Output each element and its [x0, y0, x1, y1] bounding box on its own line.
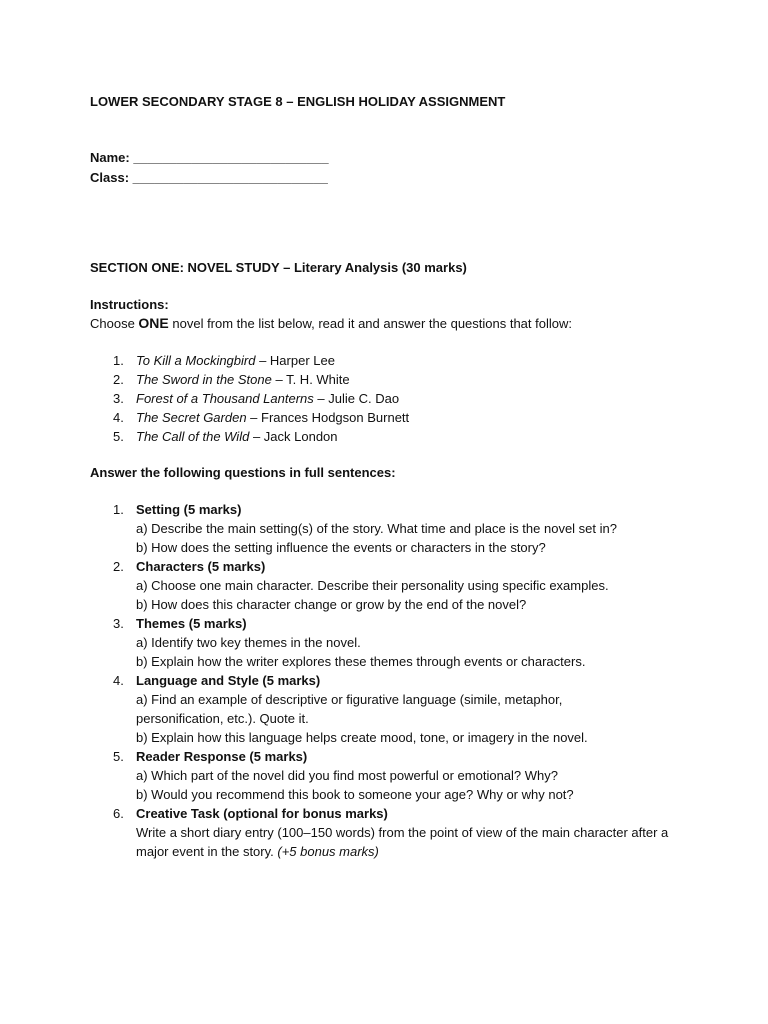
- choose-before: Choose: [90, 316, 139, 331]
- novel-title: Forest of a Thousand Lanterns: [136, 391, 314, 406]
- choose-after: novel from the list below, read it and answer the questions that follow:: [168, 316, 572, 331]
- instructions-heading: Instructions:: [90, 297, 169, 312]
- question-item-language-style: [90, 671, 690, 747]
- instructions-text: [90, 314, 700, 333]
- name-field[interactable]: [90, 148, 329, 168]
- section-heading: SECTION ONE: NOVEL STUDY – Literary Analysis (30 marks): [90, 260, 467, 275]
- novel-list: [90, 351, 409, 446]
- question-heading: Reader Response (5 marks): [136, 749, 308, 764]
- novel-author: – T. H. White: [271, 372, 350, 387]
- student-fields: [90, 148, 329, 188]
- list-number: 2.: [113, 372, 124, 387]
- question-part-a: a) Choose one main character. Describe their personality using specific examples.: [136, 578, 609, 593]
- question-part-b: b) Would you recommend this book to someone your age? Why or why not?: [136, 787, 574, 802]
- novel-author: – Julie C. Dao: [313, 391, 400, 406]
- question-number: 2.: [113, 559, 124, 574]
- creative-task-body: Write a short diary entry (100–150 words) from the point of view of the main character after a major event in the story.: [136, 825, 669, 859]
- question-item-characters: [90, 557, 690, 614]
- list-number: 1.: [113, 353, 124, 368]
- question-list: [90, 500, 690, 861]
- question-heading: Language and Style (5 marks): [136, 673, 321, 688]
- list-item: [90, 370, 409, 389]
- novel-title: The Sword in the Stone: [136, 372, 272, 387]
- question-item-creative-task: [90, 804, 690, 861]
- class-label: Class:: [90, 170, 130, 185]
- novel-author: – Harper Lee: [255, 353, 335, 368]
- list-item: [90, 408, 409, 427]
- question-part-b: b) How does this character change or grow by the end of the novel?: [136, 597, 527, 612]
- novel-title: The Call of the Wild: [136, 429, 250, 444]
- question-number: 6.: [113, 806, 124, 821]
- question-item-themes: [90, 614, 690, 671]
- question-heading: Creative Task (optional for bonus marks): [136, 806, 388, 821]
- answer-heading: Answer the following questions in full sentences:: [90, 465, 396, 480]
- question-part-b: b) Explain how this language helps create mood, tone, or imagery in the novel.: [136, 730, 588, 745]
- list-number: 5.: [113, 429, 124, 444]
- question-part-a: a) Identify two key themes in the novel.: [136, 635, 361, 650]
- document-title: LOWER SECONDARY STAGE 8 – ENGLISH HOLIDAY ASSIGNMENT: [90, 94, 506, 109]
- question-item-reader-response: [90, 747, 690, 804]
- question-number: 3.: [113, 616, 124, 631]
- novel-author: – Frances Hodgson Burnett: [246, 410, 410, 425]
- list-item: [90, 389, 409, 408]
- class-blank-line: ___________________________: [132, 170, 328, 185]
- class-field[interactable]: [90, 168, 329, 188]
- question-heading: Setting (5 marks): [136, 502, 242, 517]
- bonus-marks-note: (+5 bonus marks): [277, 844, 379, 859]
- question-part-b: b) How does the setting influence the events or characters in the story?: [136, 540, 546, 555]
- novel-author: – Jack London: [249, 429, 338, 444]
- question-heading: Themes (5 marks): [136, 616, 247, 631]
- novel-title: To Kill a Mockingbird: [136, 353, 256, 368]
- list-number: 4.: [113, 410, 124, 425]
- question-item-setting: [90, 500, 690, 557]
- question-part-a: a) Describe the main setting(s) of the story. What time and place is the novel set in?: [136, 521, 617, 536]
- list-number: 3.: [113, 391, 124, 406]
- name-blank-line: ___________________________: [133, 150, 329, 165]
- question-number: 1.: [113, 502, 124, 517]
- creative-task-text: [136, 823, 676, 861]
- question-heading: Characters (5 marks): [136, 559, 266, 574]
- choose-emphasis: ONE: [138, 315, 169, 331]
- question-number: 5.: [113, 749, 124, 764]
- question-part-a: a) Which part of the novel did you find most powerful or emotional? Why?: [136, 768, 558, 783]
- list-item: [90, 351, 409, 370]
- question-number: 4.: [113, 673, 124, 688]
- question-part-b: b) Explain how the writer explores these themes through events or characters.: [136, 654, 586, 669]
- list-item: [90, 427, 409, 446]
- instructions-block: [90, 295, 700, 333]
- name-label: Name:: [90, 150, 130, 165]
- question-part-a: a) Find an example of descriptive or figurative language (simile, metaphor, personification, etc.). Quote it.: [136, 692, 563, 726]
- novel-title: The Secret Garden: [136, 410, 247, 425]
